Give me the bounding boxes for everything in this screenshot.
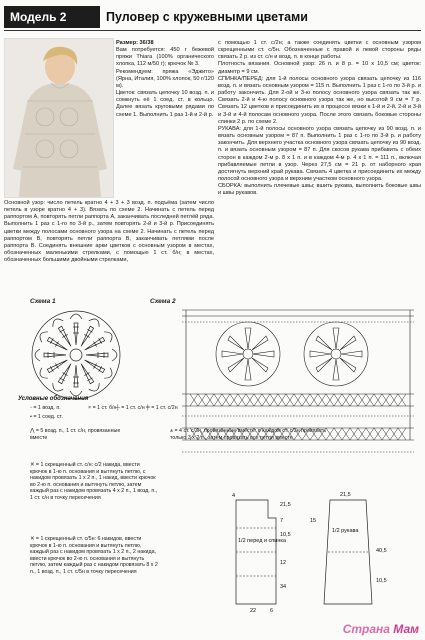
watermark: Страна Мам (342, 622, 419, 636)
legend-item-cluster-5ch: ⋀ = 5 возд. п., 1 ст. с/н, провязанные вместе (30, 428, 121, 441)
gauge-text: Плотность вязания. Основной узор: 26 п. и 8 р. = 10 х 10,5 см; цветок: диаметр = 9 см. (218, 61, 421, 75)
dim-left-5: 34 (280, 584, 287, 590)
sc-symbol: × (88, 405, 93, 411)
legend-item-crossed-dc: ✕ = 1 скрещенный ст. с/н: с/2 накида, ввести крючок в 1-ю п. основания и вытянуть петлю, с накидом провязать 1 х 2 п., 1 накид, ввести крючок во 2-ю п. основания и вытянуть петлю, затем каждый раз с накидом провязать 4 х 2 п., 1 возд. п., 1 ст. с/н в точку пересечения (30, 462, 158, 501)
dim-right-3: 10,5 (376, 578, 387, 584)
crossed-5-symbol: ✕ (30, 536, 36, 542)
dim-left-0: 4 (232, 493, 236, 499)
legend-item-chain: ◦ = 1 возд. п. (30, 405, 61, 411)
cluster-4-symbol: ⩚ (170, 428, 175, 434)
dim-right-2: 40,5 (376, 548, 387, 554)
main-pattern-text: Основной узор: число петель кратно 4 + 3 + 3 возд. п. подъёма (затем число петель в узоре кратно 4 + 3). Вязать по схеме 2. Начинать с петель перед раппортом А, повторять петли раппорта А, заканчивать последней петлёй ряда. Выполнить 1 раз с 1-го по 3-й р., затем повторять 2-й и 3-й р. Присоединять цветки между полосами основного узора на схеме 2. Начинать с петель перед раппортом В, повторять петли раппорта В, заканчивать петлями после раппорта В. Соединять внешние арки цветков с основным узором в местах, обозначенных маленькими стрелками, с помощью 1 ст. б/н; в местах, обозначенных большими двойными стрелками, (4, 200, 214, 264)
legend-item-dc: ┼ = 1 ст. с/н (116, 405, 145, 411)
legend-item-slst: • = 1 соед. ст. (30, 414, 63, 420)
slst-symbol: • (30, 414, 34, 420)
crossed-dc-symbol: ✕ (30, 462, 36, 468)
cluster-5ch-symbol: ⋀ (30, 428, 36, 434)
right-text-1: с помощью 1 ст. с/2н; а также соединять цветки с основным узором скрещенными ст. с/5н. Обозначенные с правой и левой стороны ряды связать 2 р. из ст. с/н и возд. п. в конце работы. (218, 40, 421, 61)
model-number: Модель 2 (4, 6, 100, 28)
garment-schematic (230, 492, 400, 617)
page-title: Пуловер с кружевными цветами (106, 10, 308, 24)
legend-item-cluster-4: ⩚ = 4 ст. с/3н, провязанные вместе: в каждом ст. с/3н провязать только 3 х 2 п., затем провязать все петли вместе (170, 428, 326, 441)
dc-symbol: ┼ (116, 405, 122, 411)
legend-title: Условные обозначения (18, 396, 89, 402)
legend-item-crossed-5: ✕ = 1 скрещенный ст. с/5н: 6 накидов, ввести крючок в 1-ю п. основания и вытянуть петлю, каждый раз с накидом провязать 1 х 2 п., 2 накида, ввести крючок во 2-ю п. основания и вытянуть петлю, затем каждый раз с накидом провязать 8 х 2 п., 1 возд. п., 1 ст. с/5н в точку пересечения (30, 536, 158, 575)
dim-right-0: 21,5 (340, 492, 351, 498)
dim-left-3: 10,5 (280, 532, 291, 538)
dim-left-6: 6 (270, 608, 274, 614)
dim-right-1: 15 (310, 518, 317, 524)
schematic-label-front-back: 1/2 перед и спинка (238, 538, 286, 544)
assembly-text: СБОРКА: выполнить плечевые швы; вшить рукава, выполнить боковые швы и швы рукавов. (218, 183, 421, 197)
materials-text: Вам потребуется: 450 г бежевой пряжи Thiara (100% органического хлопка, 112 м/50 г); крючок № 3. (116, 47, 214, 68)
back-front-text: СПИНКА/ПЕРЕД: для 1-й полосы основного узора связать цепочку из 116 возд. п. и вязать основным узором = 115 п. Выполнить 1 раз с 1-го по 3-й р. и работу закончить. Для 2-ой и 3-ю полосу основного узора связать так же. Связать 2-й и 4-ю полосу основного узора так же, но высотой 9 см = 7 р. Связать 12 цветков и присоединить их в процессе вязки к 1-й и 2-й, 2-й и 3-й и 3-й и 4-й полосам основного узора. После этого связать боковые стороны спинки 2 р. по схеме 2. (218, 75, 421, 125)
legend-item-tr: ╪ = 1 ст. с/2н (146, 405, 178, 411)
dim-left-4: 12 (280, 560, 287, 566)
scheme-2-label: Схема 2 (150, 298, 176, 305)
scheme-1-label: Схема 1 (30, 298, 56, 305)
dim-left-1: 21,5 (280, 502, 291, 508)
chain-symbol: ◦ (30, 405, 34, 411)
flower-text: Цветок: связать цепочку 10 возд. п. и сомкнуть её 1 соед. ст. в кольцо. Далее вязать круговыми рядами по схеме 1. Выполнить 1 раз 1-й и 2-й р. (116, 90, 214, 118)
recommend-text: Рекомендуем: пряжа «Эджито» (Ярна, Италия, 100% хлопок, 50 г/120 м). (116, 68, 214, 89)
dim-left-7: 22 (250, 608, 257, 614)
sleeves-text: РУКАВА: для 1-й полосы основного узора связать цепочку из 90 возд. п. и вязать основным узором = 87 п. Выполнить 1 раз с 1-го по 3-й р. и работу закончить. Для верхнего участка основного узора связать цепочку из 90 возд. п. и вязать основным узором = 87 п. Для скосов рукава прибавить с обеих сторон в каждом 2-м р. 8 х 1 п. и в каждом 4-м р. 4 х 1 п. = 111 п., включая прибавляемые петли в узор. Через 27,5 см = 21 р. от наборного края достигнуть верхний край рукава. Связать 4 цветка и присоединить их между полосой основного узора и верхним участком основного узора. (218, 125, 421, 182)
size-text: Размер: 36/38 (116, 40, 154, 46)
schematic-label-sleeve: 1/2 рукава (332, 528, 359, 534)
legend-item-sc: × = 1 ст. б/н (88, 405, 117, 411)
dim-left-2: 7 (280, 518, 284, 524)
tr-symbol: ╪ (146, 405, 152, 411)
